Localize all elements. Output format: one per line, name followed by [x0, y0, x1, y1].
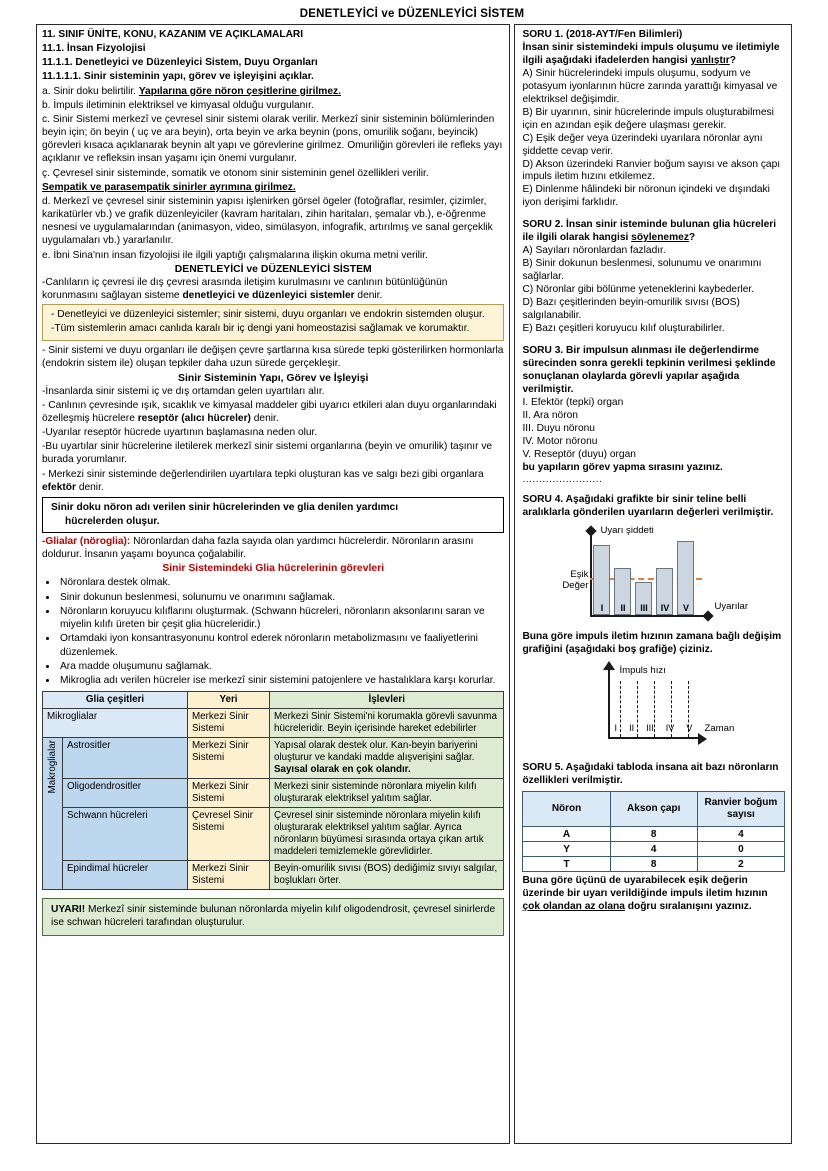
chart1-bar-label: II — [620, 603, 626, 614]
x-axis-arrow-icon — [698, 733, 707, 745]
section2-line-5 — [42, 468, 504, 494]
curriculum-item-b: b. İmpuls iletiminin elektriksel ve kimyasal olduğu vurgulanır. — [42, 99, 314, 111]
table-row — [43, 807, 504, 860]
list-item: • Ara madde oluşumunu sağlamak. — [58, 660, 504, 673]
chart1-y-axis — [590, 531, 592, 617]
glia-types-table — [42, 691, 504, 889]
curriculum-item-c2: ç. Çevresel sinir sisteminde, somatik ve otonom sinir sisteminin genel özellikleri verilir. — [42, 167, 429, 179]
section2-l5-b: denir. — [75, 481, 104, 493]
q5-followup — [522, 875, 785, 914]
chart2-tick-labels — [608, 723, 698, 733]
section1-intro-bold: denetleyici ve düzenleyici sistemler — [182, 289, 355, 301]
col-header-akson-capi: Akson çapı — [610, 792, 697, 827]
cell-glia-place: Merkezi Sinir Sistemi — [188, 779, 270, 808]
q1-option-d[interactable]: D) Akson üzerindeki Ranvier boğum sayısı ve akson çapı impuls iletim hızını etkilemez. — [522, 158, 781, 183]
cell-ranvier-count: 4 — [697, 827, 784, 842]
q2-option-a[interactable]: A) Sayıları nöronlardan fazladır. — [522, 245, 666, 257]
cell-glia-name: Astrositler — [63, 738, 188, 779]
q3-item-1: I. Efektör (tepki) organ — [522, 396, 624, 408]
col-header-place: Yeri — [188, 692, 270, 709]
table-row — [523, 842, 785, 857]
q2-option-d[interactable]: D) Bazı çeşitlerinden beyin-omurilik sıvısı (BOS) salgılanabilir. — [522, 297, 740, 322]
chart1-threshold-label: Eşik Değer — [562, 569, 589, 592]
cell-neuron-name: A — [523, 827, 610, 842]
cell-akson-capi: 8 — [610, 857, 697, 872]
q4-followup: Buna göre impuls iletim hızının zamana bağlı değişim grafiğini (aşağıdaki boş grafiğe) çiziniz. — [522, 631, 782, 656]
q2-stem-emphasis: söylenemez — [631, 232, 689, 244]
q2-stem-a: SORU 2. İnsan sinir isteminde bulunan glia hücreleri ile ilgili olarak hangisi — [522, 219, 777, 244]
cell-glia-name: Oligodendrositler — [63, 779, 188, 808]
q1-stem-a: İnsan sinir sistemindeki impuls oluşumu ve iletimiyle ilgili aşağıdaki ifadelerden hangisi — [522, 41, 780, 66]
q4-stem: SORU 4. Aşağıdaki grafikte bir sinir teline belli aralıklarla gönderilen uyarıların değerleri verilmiştir. — [522, 494, 774, 519]
chart1-bar-label: I — [600, 603, 604, 614]
black-box-line-2: hücrelerden oluşur. — [65, 516, 160, 527]
chart2-tick-label: I — [614, 723, 617, 734]
cell-ranvier-count: 0 — [697, 842, 784, 857]
table-header-row — [43, 692, 504, 709]
yellow-box-line-1: - Denetleyici ve düzenleyici sistemler; sinir sistemi, duyu organları ve endokrin sistemden oluşur. — [51, 308, 485, 320]
q3-item-3: III. Duyu nöronu — [522, 422, 595, 434]
section2-l2-b: denir. — [250, 412, 279, 424]
section2-l5-a: - Merkezi sinir sisteminde değerlendirilen uyartılara tepki oluşturan kas ve salgı bezi gibi organlara — [42, 468, 484, 480]
q3-stem: SORU 3. Bir impulsun alınması ile değerlendirme sürecinden sonra gerekli tepkinin verilmesi şeklinde sonuçlanan olaylarda görevli yapılar aşağıda verilmiştir. — [522, 344, 776, 395]
section1-after-box: - Sinir sistemi ve duyu organları ile değişen çevre şartlarına kısa sürede tepki gösterilirken hormonlarla (endokrin sistem ile) oluşan tepkiler daha uzun sürede gerçekleşir. — [42, 345, 504, 370]
cell-glia-name: Schwann hücreleri — [63, 807, 188, 860]
cell-neuron-name: Y — [523, 842, 610, 857]
q1-option-c[interactable]: C) Eşik değer veya üzerindeki uyarılara nöronlar aynı şiddette cevap verir. — [522, 132, 763, 157]
curriculum-item-e: e. İbni Sina'nın insan fizyolojisi ile ilgili yaptığı çalışmalarına ilişkin okuma metni verilir. — [42, 249, 428, 261]
chart1-bar-2 — [614, 568, 631, 615]
section1-intro-b: denir. — [354, 289, 383, 301]
cell-glia-function: Çevresel sinir sisteminde nöronlara miyelin kılıfı oluşturarak elektriksel yalıtım sağlar. Ayrıca nöronların büyümesi sırasında ortaya çıkan artık maddeleri temizlemekle görevlidirler. — [270, 807, 504, 860]
section2-l2-bold: reseptör (alıcı hücreler) — [137, 412, 251, 424]
cell-glia-name: Epindimal hücreler — [63, 860, 188, 889]
chart1-bar-label: V — [682, 603, 689, 614]
page-title: DENETLEYİCİ ve DÜZENLEYİCİ SİSTEM — [299, 8, 525, 20]
warning-box — [42, 898, 504, 936]
uyari-siddeti-bar-chart — [522, 523, 785, 627]
q1-option-b[interactable]: B) Bir uyarının, sinir hücrelerinde impuls oluşturabilmesi için en azından eşik değere ulaşması gerekir. — [522, 106, 774, 131]
item-a-emphasis: Yapılarına göre nöron çeşitlerine girilmez. — [138, 85, 341, 97]
chart1-bar-1 — [593, 545, 610, 616]
col-header-functions: İşlevleri — [270, 692, 504, 709]
section2-l2-a: - Canlının çevresinde ışık, sıcaklık ve kimyasal maddeler gibi uyarıcı etkileri alan duyu organlarındaki özelleşmiş hücrelere — [42, 399, 497, 424]
section-heading-denetleyici: DENETLEYİCİ ve DÜZENLEYİCİ SİSTEM — [174, 263, 372, 275]
black-box-line-1: Sinir doku nöron adı verilen sinir hücrelerinden ve glia denilen yardımcı — [51, 501, 399, 513]
chart1-bar-3 — [635, 582, 652, 616]
curriculum-line-2: 11.1. İnsan Fizyolojisi — [42, 43, 146, 55]
chart1-bars — [593, 531, 705, 615]
section2-line-1: -İnsanlarda sinir sistemi iç ve dış ortamdan gelen uyartıları alır. — [42, 385, 325, 397]
cell-glia-place: Merkezi Sinir Sistemi — [188, 709, 270, 738]
q5-stem: SORU 5. Aşağıdaki tabloda insana ait bazı nöronların özellikleri verilmiştir. — [522, 762, 779, 787]
chart2-tick-label: IV — [665, 723, 675, 734]
chart1-y-axis-label: Uyarı şiddeti — [600, 525, 654, 537]
cell-akson-capi: 4 — [610, 842, 697, 857]
curriculum-line-4: 11.1.1.1. Sinir sisteminin yapı, görev ve işleyişini açıklar. — [42, 71, 314, 83]
q1-stem-emphasis: yanlıştır — [690, 54, 730, 66]
cell-akson-capi: 8 — [610, 827, 697, 842]
table-row — [523, 827, 785, 842]
curriculum-item-d: d. Merkezî ve çevresel sinir sisteminin yapısı işlenirken görsel ögeler (fotoğraflar, resimler, çizimler, karikatürler vb.) ve grafik düzenleyiciler (kavram haritaları, zihin haritaları, şemalar vb.), e-öğrenme nesnesi ve uygulamalarından (animasyon, video, simülasyon, infografik, artırılmış ve sanal gerçeklik uygulamaları vb.) yararlanılır. — [42, 195, 493, 247]
question-2 — [522, 219, 785, 336]
list-item: • Mikroglia adı verilen hücreler ise merkezî sinir sistemini patojenlere ve hastalıklara karşı korurlar. — [58, 674, 504, 687]
table-row — [43, 860, 504, 889]
q3-item-4: IV. Motor nöronu — [522, 435, 598, 447]
question-4 — [522, 494, 785, 753]
q1-label: SORU 1. (2018-AYT/Fen Bilimleri) — [522, 29, 683, 40]
q5-followup-a: Buna göre üçünü de uyarabilecek eşik değerin üzerinde bir uyarı verildiğinde impuls iletim hızının — [522, 875, 768, 900]
glia-duties-heading: Sinir Sistemindeki Glia hücrelerinin görevleri — [162, 563, 385, 575]
chart2-x-axis — [608, 737, 700, 739]
chart1-bar-label: IV — [660, 603, 670, 614]
section2-line-2 — [42, 399, 504, 425]
cell-glia-function: Merkezi Sinir Sistemi'ni korumakla görevli savunma hücreleridir. Beyin içerisinde hareket edebilirler — [270, 709, 504, 738]
warning-label: UYARI! — [51, 903, 86, 915]
right-column — [514, 24, 792, 1144]
q3-item-2: II. Ara nöron — [522, 409, 578, 421]
chart2-y-axis-label: İmpuls hızı — [619, 665, 666, 677]
col-header-neuron: Nöron — [523, 792, 610, 827]
yellow-box-line-2: -Tüm sistemlerin amacı canlıda karalı bir iç dengi yani homeostazisi sağlamak ve korumaktır. — [51, 323, 470, 335]
curriculum-line-1: 11. SINIF ÜNİTE, KONU, KAZANIM VE AÇIKLAMALARI — [42, 29, 304, 40]
chart1-bar-label: III — [640, 603, 648, 614]
section1-intro-a: -Canlıların iç çevresi ile dış çevresi arasında iletişim kurulmasını ve canlının bütünlüğünün korunmasını sağlayan sisteme — [42, 276, 448, 301]
chart1-bar-5 — [677, 541, 694, 615]
question-3 — [522, 345, 785, 486]
q2-option-e[interactable]: E) Bazı çeşitleri koruyucu kılıf oluşturabilirler. — [522, 322, 725, 334]
q3-instruction: bu yapıların görev yapma sırasını yazınız. — [522, 461, 723, 473]
left-column — [36, 24, 510, 1144]
warning-content — [51, 903, 496, 929]
q2-stem — [522, 219, 785, 245]
chart2-tick-label: III — [646, 723, 654, 734]
list-item: • Sinir dokunun beslenmesi, solunumu ve onarımını sağlamak. — [58, 591, 504, 604]
list-item: • Nöronların koruyucu kılıflarını oluşturmak. (Schwann hücreleri, nöronların aksonlarını saran ve miyelin kılıfı üreten bir çeşit glia hücreleridir.) — [58, 605, 504, 632]
section2-l5-bold: efektör — [42, 481, 76, 493]
neuron-properties-table — [522, 791, 785, 872]
cell-glia-name: Mikroglialar — [43, 709, 188, 738]
cell-glia-place: Merkezi Sinir Sistemi — [188, 860, 270, 889]
chart1-bar-4 — [656, 568, 673, 615]
table-row — [43, 709, 504, 738]
table-header-row — [523, 792, 785, 827]
cell-glia-function — [270, 738, 504, 779]
chart2-tick-label: II — [629, 723, 635, 734]
cell-glia-function: Beyin-omurilik sıvısı (BOS) dediğimiz sıvıyı salgılar, boşlukları örter. — [270, 860, 504, 889]
chart2-x-axis-label: Zaman — [704, 723, 735, 735]
list-item: • Nöronlara destek olmak. — [58, 576, 504, 589]
q1-stem — [522, 42, 785, 68]
section-heading-sinir-sistemi: Sinir Sisteminin Yapı, Görev ve İşleyişi — [178, 372, 369, 384]
chart1-x-axis — [590, 615, 708, 617]
curriculum-line-3: 11.1.1. Denetleyici ve Düzenleyici Sistem, Duyu Organları — [42, 57, 318, 69]
table-row — [43, 779, 504, 808]
section2-line-3: -Uyarılar reseptör hücrede uyartının başlamasına neden olur. — [42, 427, 318, 439]
curriculum-item-a — [42, 85, 504, 98]
q2-stem-b: ? — [688, 232, 696, 244]
section2-line-4: -Bu uyartılar sinir hücrelerine iletilerek merkezî sinir sistemi organlarına (beyin ve omurilik) taşınır ve burada yorumlanır. — [42, 441, 493, 466]
cell-glia-function: Merkezi sinir sisteminde nöronlara miyelin kılıfı oluşturarak elektriksel yalıtım sağlar. — [270, 779, 504, 808]
glialar-term: -Glialar (nöroglia): — [42, 536, 131, 548]
impuls-hizi-empty-chart[interactable] — [522, 661, 785, 753]
curriculum-item-c: c. Sinir Sistemi merkezî ve çevresel sinir sistemi olarak verilir. Merkezî sinir sisteminin bölümlerinden beyin için; ön beyin ( uç ve ara beyin), orta beyin ve arka beynin (pons, omurilik soğanı, beyincik) görevleri kısaca açıklanarak beynin alt yapı ve görevlerine girilmez. Omuriliğin görevleri ile refleks yayı açıklanır ve refleksin insan yaşamı için önemi vurgulanır. — [42, 113, 503, 165]
q2-option-b[interactable]: B) Sinir dokunun beslenmesi, solunumu ve onarımını sağlarlar. — [522, 258, 762, 283]
q1-option-e[interactable]: E) Dinlenme hâlindeki bir nöronun içindeki ve dışındaki iyon derişimi farklıdır. — [522, 184, 770, 209]
cell-neuron-name: T — [523, 857, 610, 872]
table-row — [523, 857, 785, 872]
q1-option-a[interactable]: A) Sinir hücrelerindeki impuls oluşumu, sodyum ve potasyum iyonlarının hücre zarında yarattığı kimyasal ve elektriksel değişimdir. — [522, 67, 778, 105]
chart2-tick-label: V — [686, 723, 693, 734]
cell-group-label-makroglialar — [43, 738, 63, 889]
q3-answer-line[interactable]: ........................ — [522, 474, 603, 486]
q2-option-c[interactable]: C) Nöronlar gibi bölünme yeteneklerini kaybederler. — [522, 284, 755, 296]
glia-duties-list — [58, 576, 504, 687]
glialar-definition — [42, 535, 504, 561]
cell-func-text: Yapısal olarak destek olur. Kan-beyin bariyerini oluşturur ve kandaki madde alışverişini sağlar. — [274, 740, 478, 764]
q3-item-5: V. Reseptör (duyu) organ — [522, 448, 636, 460]
cell-func-bold: Sayısal olarak en çok olandır. — [274, 764, 411, 776]
chart1-x-axis-label: Uyarılar — [714, 601, 749, 613]
two-column-layout — [36, 24, 792, 1144]
q1-stem-b: ? — [729, 54, 736, 66]
info-box-yellow — [42, 304, 504, 341]
info-box-sinir-doku — [42, 497, 504, 533]
glialar-text: Nöronlardan daha fazla sayıda olan yardımcı hücrelerdir. Nöronların arasını doldurur. İnsanın yaşamı boyunca çoğalabilir. — [42, 536, 474, 561]
list-item: • Ortamdaki iyon konsantrasyonunu kontrol ederek nöronların metabolizmasını ve faaliyetlerini düzenlemek. — [58, 632, 504, 659]
cell-glia-place: Çevresel Sinir Sistemi — [188, 807, 270, 860]
col-header-glia-types: Glia çeşitleri — [43, 692, 188, 709]
table-row — [43, 738, 504, 779]
vertical-label-text: Makroglialar — [47, 740, 58, 794]
col-header-ranvier: Ranvier boğum sayısı — [697, 792, 784, 827]
warning-text: Merkezî sinir sisteminde bulunan nöronlarda miyelin kılıf oligodendrosit, çevresel sinirlerde ise schwan hücreleri tarafından oluşturulur. — [51, 903, 496, 928]
q5-followup-emphasis: çok olandan az olana — [522, 901, 625, 913]
question-1 — [522, 29, 785, 210]
section1-intro — [42, 276, 504, 302]
question-5 — [522, 762, 785, 914]
cell-ranvier-count: 2 — [697, 857, 784, 872]
item-a-text: a. Sinir doku belirtilir. — [42, 85, 139, 97]
cell-glia-place: Merkezi Sinir Sistemi — [188, 738, 270, 779]
q5-followup-b: doğru sıralanışını yazınız. — [624, 901, 752, 913]
curriculum-item-c2-emphasis: Sempatik ve parasempatik sinirler ayrımına girilmez. — [42, 181, 296, 193]
